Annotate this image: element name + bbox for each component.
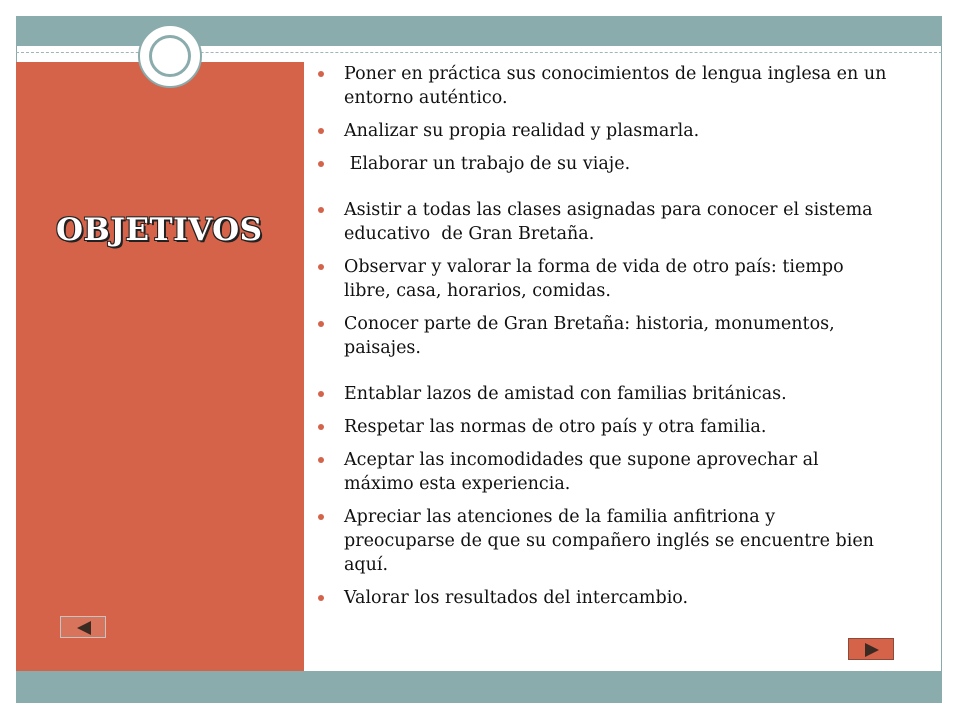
next-slide-button[interactable] <box>848 638 894 660</box>
bullet-dot-icon <box>318 264 324 270</box>
list-item: Analizar su propia realidad y plasmarla. <box>318 119 888 143</box>
list-item: Valorar los resultados del intercambio. <box>318 586 888 610</box>
previous-slide-button[interactable] <box>60 616 106 638</box>
list-item: Elaborar un trabajo de su viaje. <box>318 152 888 176</box>
list-item: Conocer parte de Gran Bretaña: historia, monumentos, paisajes. <box>318 312 888 360</box>
bullet-dot-icon <box>318 128 324 134</box>
bullet-dot-icon <box>318 424 324 430</box>
bullet-dot-icon <box>318 457 324 463</box>
circle-ornament-icon <box>138 24 202 88</box>
bottom-band <box>16 671 942 703</box>
inner-ring <box>149 35 191 77</box>
list-item: Observar y valorar la forma de vida de otro país: tiempo libre, casa, horarios, comidas. <box>318 255 888 303</box>
title-panel <box>16 62 304 671</box>
list-item: Respetar las normas de otro país y otra familia. <box>318 415 888 439</box>
bullet-dot-icon <box>318 595 324 601</box>
bullet-dot-icon <box>318 321 324 327</box>
list-item: Poner en práctica sus conocimientos de lengua inglesa en un entorno auténtico. <box>318 62 888 110</box>
list-item: Aceptar las incomodidades que supone aprovechar al máximo esta experiencia. <box>318 448 888 496</box>
bullet-dot-icon <box>318 514 324 520</box>
bullet-dot-icon <box>318 71 324 77</box>
bullet-list <box>318 62 888 619</box>
list-item: Entablar lazos de amistad con familias británicas. <box>318 382 888 406</box>
bullet-dot-icon <box>318 161 324 167</box>
list-item: Apreciar las atenciones de la familia anfitriona y preocuparse de que su compañero inglés se encuentre bien aquí. <box>318 505 888 577</box>
bullet-dot-icon <box>318 391 324 397</box>
list-item: Asistir a todas las clases asignadas para conocer el sistema educativo de Gran Bretaña. <box>318 198 888 246</box>
triangle-right-icon <box>865 643 879 657</box>
slide-title: OBJETIVOS <box>56 212 263 248</box>
bullet-dot-icon <box>318 207 324 213</box>
triangle-left-icon <box>77 621 91 635</box>
